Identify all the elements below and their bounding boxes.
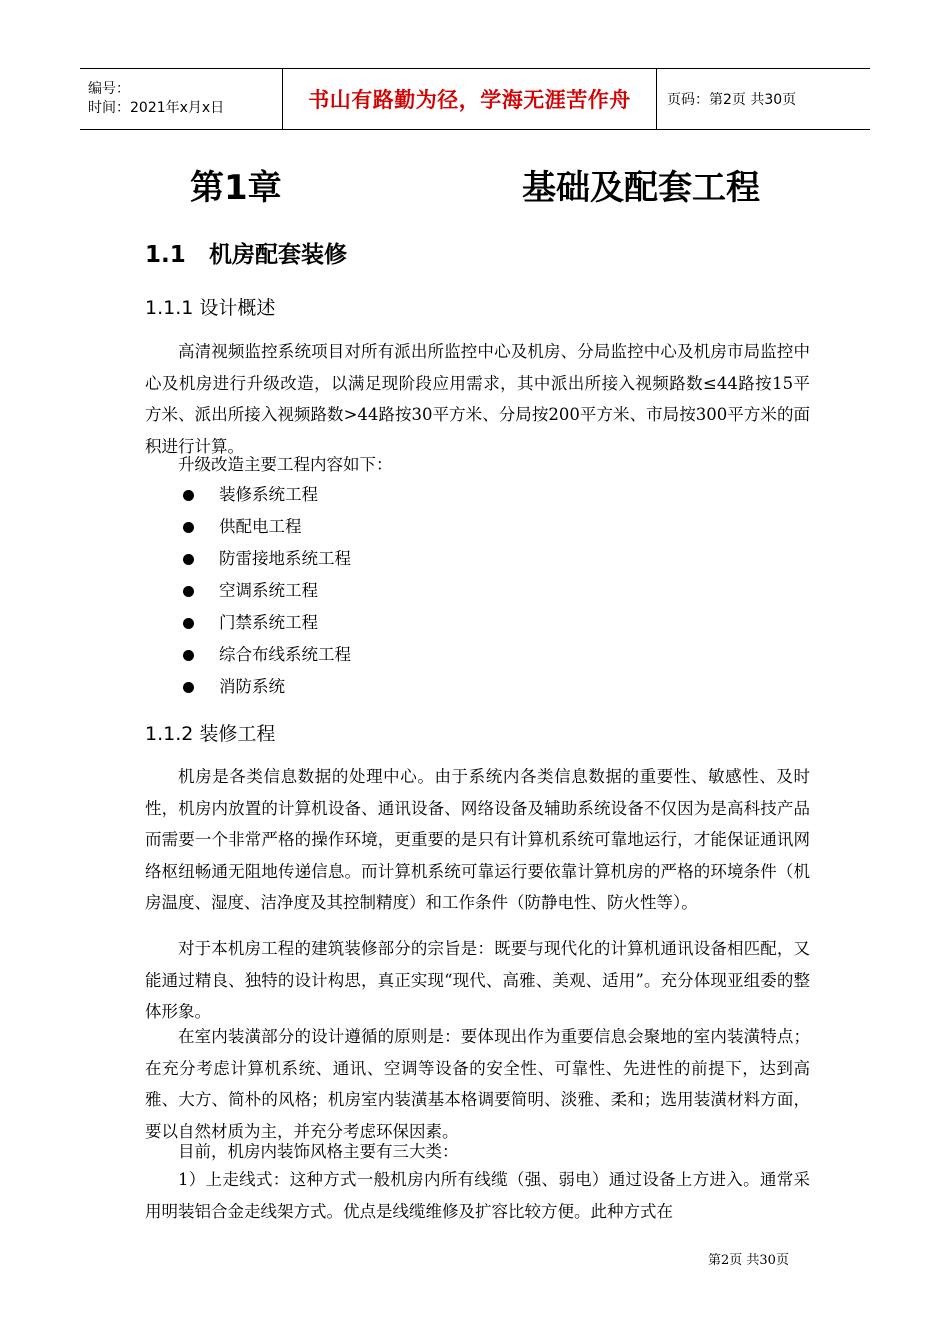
list-item: 综合布线系统工程 xyxy=(180,639,351,671)
list-item: 供配电工程 xyxy=(180,511,351,543)
page-header xyxy=(80,68,870,130)
list-item: 消防系统 xyxy=(180,671,351,703)
header-meta xyxy=(80,69,282,129)
list-item: 装修系统工程 xyxy=(180,479,351,511)
decoration-paragraph-5: 1）上走线式：这种方式一般机房内所有线缆（强、弱电）通过设备上方进入。通常采用明装铝合金走线架方式。优点是线缆维修及扩容比较方便。此种方式在 xyxy=(145,1170,810,1221)
decoration-paragraph-2: 对于本机房工程的建筑装修部分的宗旨是：既要与现代化的计算机通讯设备相匹配，又能通过精良、独特的设计构思，真正实现“现代、高雅、美观、适用”。充分体现亚组委的整体形象。 xyxy=(145,939,810,1022)
list-item: 防雷接地系统工程 xyxy=(180,543,351,575)
chapter-title: 基础及配套工程 xyxy=(522,168,760,208)
section-1-1-1-heading: 1.1.1 设计概述 xyxy=(145,297,276,319)
decoration-paragraph-3: 在室内装潢部分的设计遵循的原则是：要体现出作为重要信息会聚地的室内装潢特点；在充分考虑计算机系统、通讯、空调等设备的安全性、可靠性、先进性的前提下，达到高雅、大方、简朴的风格；机房室内装潢基本格调要简明、淡雅、柔和；选用装潢材料方面，要以自然材质为主，并充分考虑环保因素。 xyxy=(145,1027,810,1141)
bullet-icon xyxy=(183,586,194,597)
decoration-paragraph-4: 目前，机房内装饰风格主要有三大类： xyxy=(178,1142,459,1161)
works-intro-paragraph: 升级改造主要工程内容如下： xyxy=(178,455,393,474)
list-item: 门禁系统工程 xyxy=(180,607,351,639)
bullet-icon xyxy=(183,650,194,661)
section-1-1-number: 1.1 xyxy=(145,242,186,268)
section-1-1-heading xyxy=(145,236,347,269)
bullet-icon xyxy=(183,554,194,565)
chapter-number: 第1章 xyxy=(190,168,282,208)
works-bullet-list xyxy=(180,479,351,703)
section-1-1-2-heading: 1.1.2 装修工程 xyxy=(145,723,276,745)
page-footer: 第2页 共30页 xyxy=(708,1253,789,1268)
chapter-heading xyxy=(190,160,760,209)
design-overview-paragraph: 高清视频监控系统项目对所有派出所监控中心及机房、分局监控中心及机房市局监控中心及机房进行升级改造，以满足现阶段应用需求，其中派出所接入视频路数≤44路按15平方米、派出所接入视频路数>44路按30平方米、分局按200平方米、市局按300平方米的面积进行计算。 xyxy=(145,342,810,456)
bullet-icon xyxy=(183,618,194,629)
header-number-label: 编号： xyxy=(88,81,130,97)
bullet-icon xyxy=(183,682,194,693)
section-1-1-title: 机房配套装修 xyxy=(209,242,348,268)
header-page-info: 页码：第2页 共30页 xyxy=(667,92,797,108)
bullet-icon xyxy=(183,522,194,533)
bullet-icon xyxy=(183,490,194,501)
header-time-label: 时间：2021年x月x日 xyxy=(88,100,225,116)
decoration-paragraph-1: 机房是各类信息数据的处理中心。由于系统内各类信息数据的重要性、敏感性、及时性，机房内放置的计算机设备、通讯设备、网络设备及辅助系统设备不仅因为是高科技产品而需要一个非常严格的操作环境，更重要的是只有计算机系统可靠地运行，才能保证通讯网络枢纽畅通无阻地传递信息。而计算机系统可靠运行要依靠计算机房的严格的环境条件（机房温度、湿度、洁净度及其控制精度）和工作条件（防静电性、防火性等）。 xyxy=(145,767,810,913)
header-motto: 书山有路勤为径，学海无涯苦作舟 xyxy=(282,69,657,129)
list-item: 空调系统工程 xyxy=(180,575,351,607)
